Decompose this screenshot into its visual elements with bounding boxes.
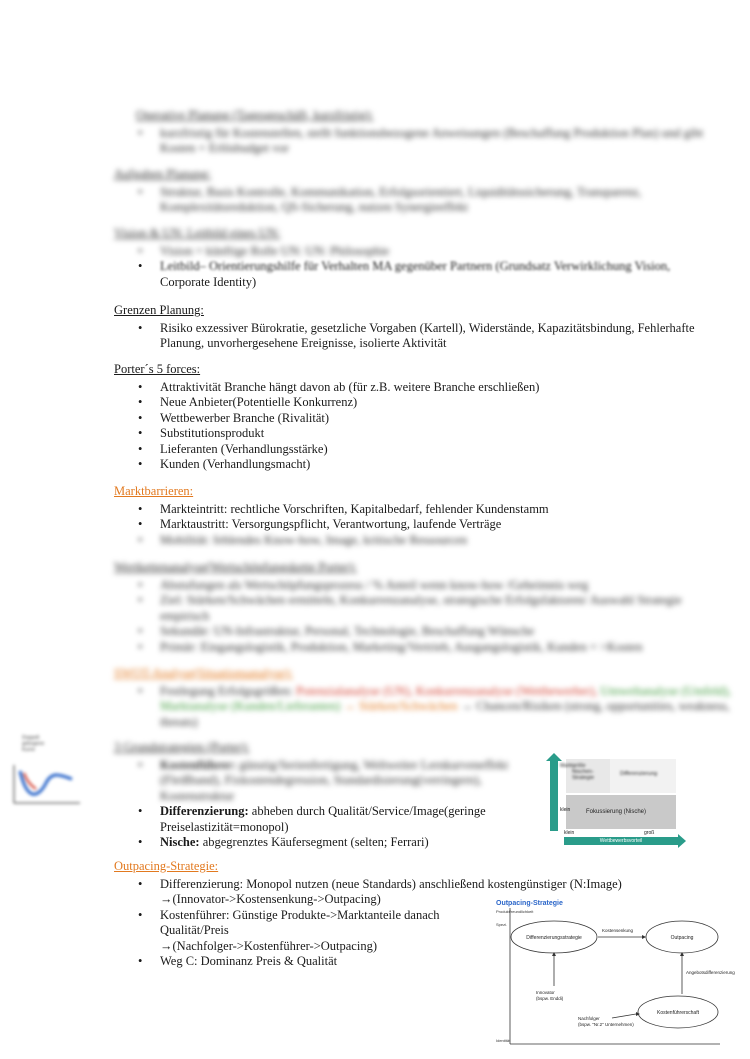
section-vision (114, 226, 734, 290)
list-item: • Sekundär: UN-Infrastruktur, Personal, Technologie, Beschaffung Wünsche (160, 624, 734, 640)
x-axis-arrow: Wettbewerbsvorteil (564, 837, 678, 845)
list-item: • Neue Anbieter(Potentielle Konkurrenz) (160, 395, 734, 411)
section-grenzen-planung (114, 303, 734, 352)
heading-aufgaben-planung: Aufgaben Planung: (114, 167, 211, 181)
arrow-angebotsdifferenzierung-label: Angebotsdifferenzierung (686, 970, 735, 975)
doodle-text: Doppelt (22, 735, 40, 741)
list-item: • kurzfristig für Kostenstellen, stellt funktionsbezogene Anweisungen (Beschaffung Produktion Plan) und gibt Kosten + Erlösbudget vor (160, 126, 734, 157)
list-item (160, 684, 734, 731)
heading-outpacing: Outpacing-Strategie: (114, 859, 219, 873)
section-marktbarrieren (114, 484, 734, 548)
y-axis-arrow (550, 759, 558, 831)
outpacing-diagram (492, 896, 735, 1046)
list-item: • Mobilität: fehlendes Know-how, Image, kritische Ressourcen (160, 533, 734, 549)
section-porter-forces (114, 362, 734, 473)
list-item: • Struktur, Basis Kontrolle, Kommunikation, Erfolgsorientiert, Liquiditätssicherung, Transparenz, Komplexitätsreduktion, QS-Sicherung, nutzen Synergieeffekt (160, 185, 734, 216)
porter-strategy-figure (548, 755, 688, 847)
outpacing-line: →(Innovator->Kostensenkung->Outpacing) (160, 892, 381, 906)
y-axis-bottom-label: Identität (496, 1038, 511, 1043)
box-top-right-label: Differenzierung (620, 771, 658, 777)
swot-text-green: Umweltanalyse (Umfeld), Marktanalyse (Kunden/Lieferanten) (160, 683, 732, 713)
list-item: • Ziel: Stärken/Schwächen ermitteln, Konkurrenzanalyse, strategische Erfolgsfaktoren/ Auswahl Strategie empirisch (160, 593, 734, 624)
heading-grenzen-planung: Grenzen Planung: (114, 303, 204, 317)
nische-label: Nische: (160, 835, 200, 849)
heading-marktbarrieren: Marktbarrieren: (114, 484, 194, 498)
innovator-sub-label: (bspw. Enddi) (536, 996, 564, 1001)
list-item: • Attraktivität Branche hängt davon ab (für z.B. weitere Branche erschließen) (160, 380, 734, 396)
heading-vision: Vision & UN: Leitbild eines UN: (114, 226, 281, 240)
list-item: • Risiko exzessiver Bürokratie, gesetzliche Vorgaben (Kartell), Widerstände, Kapazitätsbindung, Fehlerhafte Planung, unvorhergesehene Ereignisse, isolierte Aktivität (160, 321, 734, 352)
y-axis-label: Marktgröße (560, 763, 586, 769)
section-aufgaben-planung (114, 167, 734, 216)
outpacing-line: →(Nachfolger->Kostenführer->Outpacing) (160, 938, 377, 953)
y-axis-mid-label: Spezi. (496, 922, 508, 927)
arrow-nachfolger (612, 1014, 636, 1018)
list-item: • Markteintritt: rechtliche Vorschriften, Kapitalbedarf, fehlender Kundenstamm (160, 502, 734, 518)
doodle-text: Kurve (22, 747, 36, 753)
kostenfuehrer-text: günstig/Serienfertigung, Weltweiter Lernkurveneffekt (Fleißband), Fixkostendegression, Standardisierung(verringern), Kostenstruktur (160, 757, 509, 803)
doodle-curve-icon (10, 735, 82, 805)
heading-wertkette: Wertkettenanalyse(Wertschöpfungskette Porter): (114, 560, 357, 574)
y-axis-small: klein (560, 807, 571, 813)
innovator-label: Innovator (536, 990, 555, 995)
section-swot (114, 666, 734, 730)
list-item: • Abstufungen als Wertschöpfungsprozess / % Anteil wenn know-how /Geheimnis weg (160, 578, 734, 594)
section-grundstrategien (114, 740, 534, 851)
x-axis-large: groß (644, 830, 655, 836)
nachfolger-label: Nachfolger (578, 1016, 600, 1021)
heading-grundstrategien: 3 Grundstrategien (Porter): (114, 740, 250, 754)
arrow-kostensenkung-label: Kostensenkung (602, 928, 634, 933)
swot-text-red: Potenzialanalyse (UN), Konkurrenzanalyse (Wettbewerber), (296, 683, 601, 698)
list-item (160, 758, 534, 805)
list-item: • Primär: Eingangslogistik, Produktion, Marketing/Vertrieb, Ausgangslogistik, Kunden = >Kosten (160, 640, 734, 656)
list-item: • Substitutionsprodukt (160, 426, 734, 442)
heading-porter-forces: Porter´s 5 forces: (114, 362, 201, 376)
list-item (160, 835, 534, 851)
outpacing-figure (492, 896, 735, 1046)
list-item (160, 804, 534, 835)
x-axis-small: klein (564, 830, 575, 836)
heading-operative-planung: Operative Planung (Tagesgeschäft, kurzfristig): (136, 108, 374, 122)
doodle-text: gebogene (22, 741, 45, 747)
swot-text-orange: → Stärken/Schwächen (340, 699, 458, 713)
box-top-left-label: Nischen-Strategie (572, 769, 595, 781)
list-item (160, 259, 734, 290)
ellipse-outpacing-label: Outpacing (670, 935, 694, 941)
vision-line-a: • Leitbild– Orientierungshilfe für Verhalten MA gegenüber Partnern (Grundsatz Verwirklichung Vision, (160, 259, 671, 273)
margin-doodle (10, 735, 82, 805)
differenzierung-label: Differenzierung: (160, 804, 249, 818)
nachfolger-sub-label: (bspw. "Nr.2" Unternehmen) (578, 1022, 634, 1027)
arrowhead-kostensenkung (642, 935, 646, 939)
list-item: • Weg C: Dominanz Preis & Qualität (160, 954, 674, 970)
figure-title: Outpacing-Strategie (496, 900, 563, 907)
kostenfuehrer-label: Kostenführer: (160, 757, 240, 772)
outpacing-line: • Differenzierung: Monopol nutzen (neue Standards) anschließend kostengünstiger (N:Image) (160, 876, 622, 891)
list-item: • Vision = künftige Rolle UN: UN: Philosophie (160, 244, 734, 260)
list-item: • Kunden (Verhandlungsmacht) (160, 457, 734, 473)
y-axis-top-label: Produktfreundlichkeit (496, 909, 534, 914)
list-item: • Lieferanten (Verhandlungsstärke) (160, 442, 734, 458)
list-item: • Marktaustritt: Versorgungspflicht, Verantwortung, laufende Verträge (160, 517, 734, 533)
outpacing-line: Qualität/Preis (160, 923, 229, 937)
heading-swot: SWOT-Analyse(Situationsanalyse): (114, 666, 293, 680)
ellipse-kostenfuehrerschaft-label: Kostenführerschaft (657, 1010, 699, 1016)
vision-line-b: Corporate Identity) (160, 274, 257, 289)
nische-text: abgegrenztes Käufersegment (selten; Ferrari) (199, 835, 429, 849)
outpacing-line: • Kostenführer: Günstige Produkte->Marktanteile danach (160, 907, 440, 922)
section-wertkette (114, 560, 734, 655)
differenzierung-text: abheben durch Qualität/Service/Image(geringe Preiselastizität=monopol) (160, 804, 486, 834)
ellipse-differenzierung-label: Differenzierungsstrategie (526, 935, 582, 941)
section-operative-planung (114, 108, 734, 157)
swot-text-1: Festlegung Erfolgsgrößen: (160, 683, 297, 698)
box-bottom-label: Fokussierung (Nische) (586, 809, 647, 815)
list-item: • Wettbewerber Branche (Rivalität) (160, 411, 734, 427)
swot-text-2: → Chancen/Risiken (strong, opportunities, weakness, threats) (160, 699, 730, 729)
